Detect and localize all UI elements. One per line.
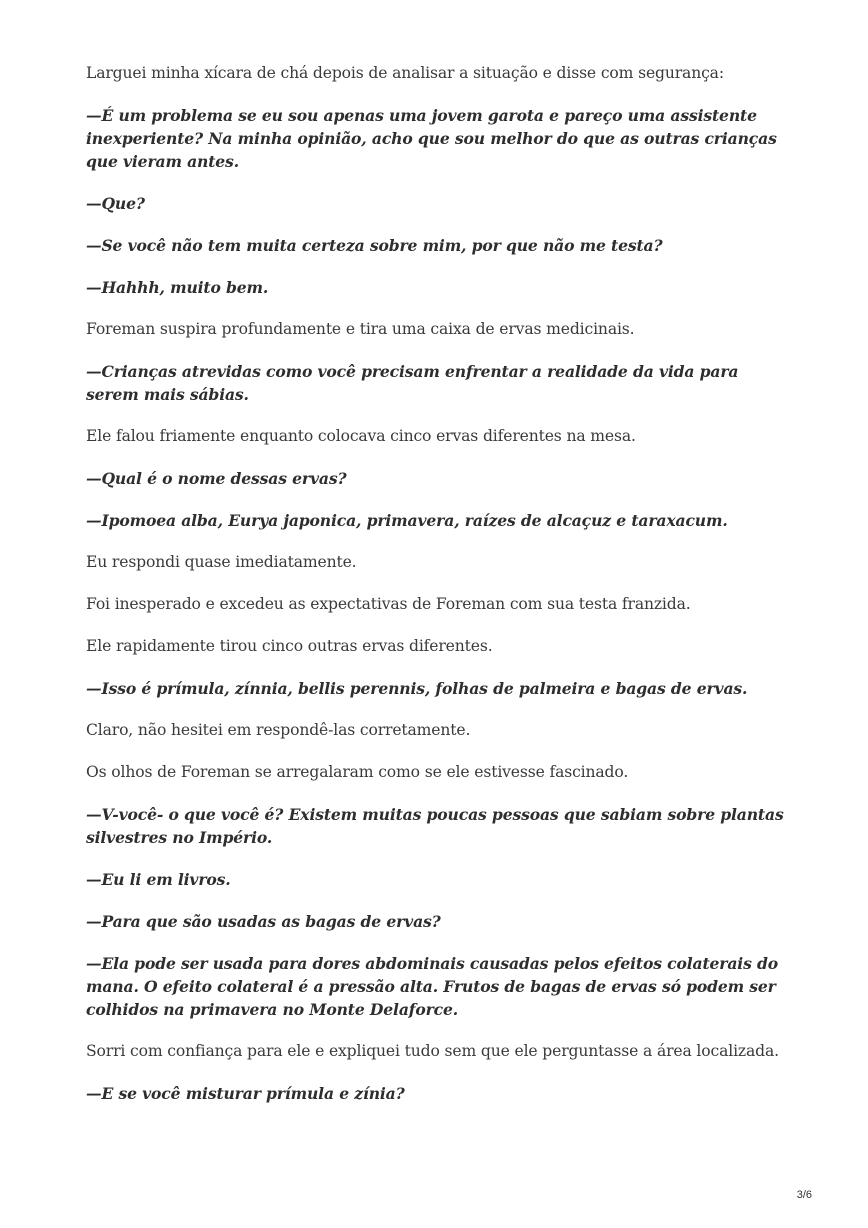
dialogue-paragraph: —Eu li em livros. [86, 870, 231, 889]
dialogue-paragraph: —Qual é o nome dessas ervas? [86, 469, 347, 488]
paragraph: Foi inesperado e excedeu as expectativas de Foreman com sua testa franzida. [86, 595, 691, 613]
document-body [86, 62, 786, 1124]
dialogue-paragraph: —Crianças atrevidas como você precisam enfrentar a realidade da vida para serem mais sábias. [86, 362, 739, 404]
paragraph: Larguei minha xícara de chá depois de analisar a situação e disse com segurança: [86, 64, 724, 82]
paragraph: Foreman suspira profundamente e tira uma caixa de ervas medicinais. [86, 320, 635, 338]
dialogue-paragraph: —Ela pode ser usada para dores abdominais causadas pelos efeitos colaterais do mana. O efeito colateral é a pressão alta. Frutos de bagas de ervas só podem ser colhidos na primavera no Monte Delaforce. [86, 954, 778, 1019]
dialogue-paragraph: —Hahhh, muito bem. [86, 278, 269, 297]
paragraph: Sorri com confiança para ele e expliquei tudo sem que ele perguntasse a área localizada. [86, 1042, 779, 1060]
dialogue-paragraph: —Se você não tem muita certeza sobre mim, por que não me testa? [86, 236, 663, 255]
paragraph: Ele rapidamente tirou cinco outras ervas diferentes. [86, 637, 493, 655]
dialogue-paragraph: —É um problema se eu sou apenas uma jovem garota e pareço uma assistente inexperiente? Na minha opinião, acho que sou melhor do que as outras crianças que vieram antes. [86, 106, 777, 171]
paragraph: Claro, não hesitei em respondê-las corretamente. [86, 721, 471, 739]
paragraph: Ele falou friamente enquanto colocava cinco ervas diferentes na mesa. [86, 427, 636, 445]
dialogue-paragraph: —Para que são usadas as bagas de ervas? [86, 912, 441, 931]
dialogue-paragraph: —V-você- o que você é? Existem muitas poucas pessoas que sabiam sobre plantas silvestres no Império. [86, 805, 784, 847]
dialogue-paragraph: —Que? [86, 194, 145, 213]
paragraph: Os olhos de Foreman se arregalaram como se ele estivesse fascinado. [86, 763, 629, 781]
page-number: 3/6 [796, 1189, 812, 1201]
dialogue-paragraph: —E se você misturar prímula e zínia? [86, 1084, 405, 1103]
dialogue-paragraph: —Ipomoea alba, Eurya japonica, primavera, raízes de alcaçuz e taraxacum. [86, 511, 728, 530]
paragraph: Eu respondi quase imediatamente. [86, 553, 357, 571]
dialogue-paragraph: —Isso é prímula, zínnia, bellis perennis, folhas de palmeira e bagas de ervas. [86, 679, 748, 698]
